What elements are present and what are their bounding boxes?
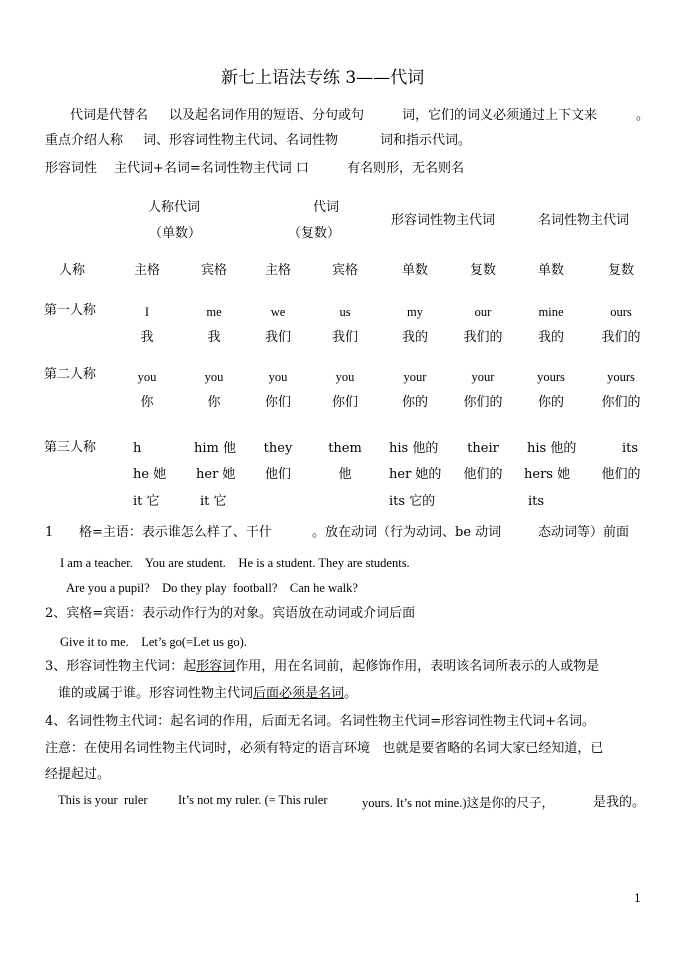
- cell-third-subject: he 她: [133, 467, 167, 482]
- cell-third-noun-pl: 他们的: [601, 467, 641, 482]
- page-number: 1: [634, 892, 641, 905]
- note4-text: 4、名词性物主代词：起名词的作用，后面无名词。名词性物主代词=形容词性物主代词+名词。: [45, 714, 596, 729]
- intro-line2-c: 词和指示代词。: [380, 133, 472, 148]
- header-noun-possessive: 名词性物主代词: [538, 213, 630, 228]
- col-header-person: 人称: [58, 263, 85, 278]
- cell-third-object-pl: 他: [338, 467, 352, 482]
- cell-second-en: your: [403, 370, 427, 384]
- col-header-noun-sg: 单数: [537, 263, 564, 278]
- row-second-person-label: 第二人称: [44, 367, 97, 382]
- example-1: I am a teacher. You are student. He is a student. They are students.: [60, 556, 410, 570]
- cell-second-zh: 你们: [331, 395, 358, 410]
- cell-third-subject-pl: 他们: [264, 467, 291, 482]
- cell-first-zh: 我的: [401, 330, 428, 345]
- note3-line1: [45, 659, 599, 675]
- cell-first-en: mine: [538, 305, 564, 319]
- intro-line1-d: 。: [636, 108, 650, 123]
- row-first-person-label: 第一人称: [44, 303, 97, 318]
- cell-first-zh: 我们的: [463, 330, 503, 345]
- note1-text-a: 格=主语：表示谁怎么样了、干什: [79, 525, 272, 540]
- col-header-subject: 主格: [133, 263, 160, 278]
- cell-first-en: us: [339, 305, 351, 319]
- cell-third-subject-pl: they: [263, 441, 293, 456]
- cell-third-adj-pl: their: [467, 441, 499, 456]
- attention-line2: 经提起过。: [45, 767, 111, 782]
- cell-third-noun-sg: hers 她: [524, 467, 571, 482]
- cell-second-zh: 你们的: [601, 395, 641, 410]
- intro-line1-a: 代词是代替名: [70, 108, 149, 123]
- cell-second-zh: 你: [140, 395, 154, 410]
- cell-third-adj-pl: 他们的: [463, 467, 503, 482]
- intro-line3-b: 主代词+名词=名词性物主代词 口: [114, 161, 309, 176]
- cell-third-adj-sg: his 他的: [389, 441, 439, 456]
- intro-line3-c: 有名则形，无名则名: [347, 161, 465, 176]
- note3-text-b: 作用，用在名词前，起修饰作用，表明该名词所表示的人或物是: [235, 659, 600, 674]
- intro-line2-a: 重点介绍人称: [45, 133, 124, 148]
- cell-second-en: your: [471, 370, 495, 384]
- col-header-object: 宾格: [200, 263, 227, 278]
- cell-second-zh: 你们: [264, 395, 291, 410]
- cell-third-noun-sg: his 他的: [527, 441, 577, 456]
- intro-line2-b: 词、形容词性物主代词、名词性物: [143, 133, 339, 148]
- note3-line2: [58, 686, 357, 702]
- cell-second-zh: 你们的: [463, 395, 503, 410]
- header-pronoun: 代词: [313, 200, 340, 215]
- cell-third-adj-sg: its 它的: [389, 494, 436, 509]
- cell-third-adj-sg: her 她的: [389, 467, 442, 482]
- header-plural: （复数）: [288, 226, 341, 241]
- note1-text-c: 态动词等）前面: [538, 525, 630, 540]
- example-2: Are you a pupil? Do they play football? Can he walk?: [66, 581, 358, 595]
- header-singular: （单数）: [149, 226, 202, 241]
- cell-third-object: her 她: [196, 467, 236, 482]
- cell-first-zh: 我: [207, 330, 221, 345]
- cell-first-zh: 我们: [264, 330, 291, 345]
- cell-second-zh: 你的: [401, 395, 428, 410]
- cell-third-subject: h: [133, 441, 142, 456]
- attention-line1: 注意：在使用名词性物主代词时，必须有特定的语言环境 也就是要省略的名词大家已经知道，已: [45, 741, 604, 756]
- cell-second-zh: 你: [207, 395, 221, 410]
- example-4-c: yours. It’s not mine.)这是你的尺子，: [362, 796, 555, 810]
- cell-third-noun-sg: its: [528, 494, 545, 509]
- example-4-d: 是我的。: [593, 795, 646, 810]
- cell-second-en: yours: [607, 370, 635, 384]
- header-personal-pronoun: 人称代词: [148, 200, 201, 215]
- example-3: Give it to me. Let’s go(=Let us go).: [60, 635, 247, 649]
- col-header-noun-pl: 复数: [607, 263, 634, 278]
- note3-line2-a: 谁的或属于谁。形容词性物主代词: [58, 686, 254, 701]
- cell-first-en: ours: [610, 305, 632, 319]
- example-4-a: This is your ruler: [58, 793, 148, 807]
- cell-first-en: my: [407, 305, 423, 319]
- cell-third-object: him 他: [194, 441, 236, 456]
- example-4-b: It’s not my ruler. (= This ruler: [178, 793, 328, 807]
- cell-first-zh: 我们的: [601, 330, 641, 345]
- cell-first-zh: 我的: [537, 330, 564, 345]
- cell-third-object-pl: them: [328, 441, 362, 456]
- page-title: 新七上语法专练 3——代词: [221, 68, 425, 88]
- note3-underlined: 形容词: [196, 659, 236, 674]
- note1-number: 1: [45, 525, 54, 540]
- cell-third-subject: it 它: [133, 494, 160, 509]
- intro-line1-c: 词，它们的词义必须通过上下文来: [402, 108, 598, 123]
- cell-second-en: you: [204, 370, 224, 384]
- note3-line2-b: 。: [344, 686, 358, 701]
- col-header-object-pl: 宾格: [331, 263, 358, 278]
- note2-text: 2、宾格=宾语：表示动作行为的对象。宾语放在动词或介词后面: [45, 606, 416, 621]
- header-adjective-possessive: 形容词性物主代词: [391, 213, 496, 228]
- note3-line2-underlined: 后面必须是名词: [253, 686, 345, 701]
- row-third-person-label: 第三人称: [44, 440, 97, 455]
- cell-first-en: our: [474, 305, 492, 319]
- cell-first-en: we: [270, 305, 286, 319]
- col-header-adj-sg: 单数: [401, 263, 428, 278]
- col-header-adj-pl: 复数: [469, 263, 496, 278]
- col-header-subject-pl: 主格: [264, 263, 291, 278]
- cell-second-en: you: [335, 370, 355, 384]
- cell-first-en: I: [144, 305, 150, 319]
- cell-first-en: me: [206, 305, 222, 319]
- intro-line3-a: 形容词性: [45, 161, 98, 176]
- note3-text-a: 3、形容词性物主代词：起: [45, 659, 197, 674]
- cell-second-zh: 你的: [537, 395, 564, 410]
- intro-line1-b: 以及起名词作用的短语、分句或句: [169, 108, 365, 123]
- cell-first-zh: 我们: [331, 330, 358, 345]
- cell-second-en: you: [268, 370, 288, 384]
- cell-first-zh: 我: [140, 330, 154, 345]
- cell-third-object: it 它: [200, 494, 227, 509]
- cell-third-noun-pl: its: [622, 441, 639, 456]
- note1-text-b: 。放在动词（行为动词、be 动词: [312, 525, 502, 540]
- cell-second-en: yours: [537, 370, 565, 384]
- cell-second-en: you: [137, 370, 157, 384]
